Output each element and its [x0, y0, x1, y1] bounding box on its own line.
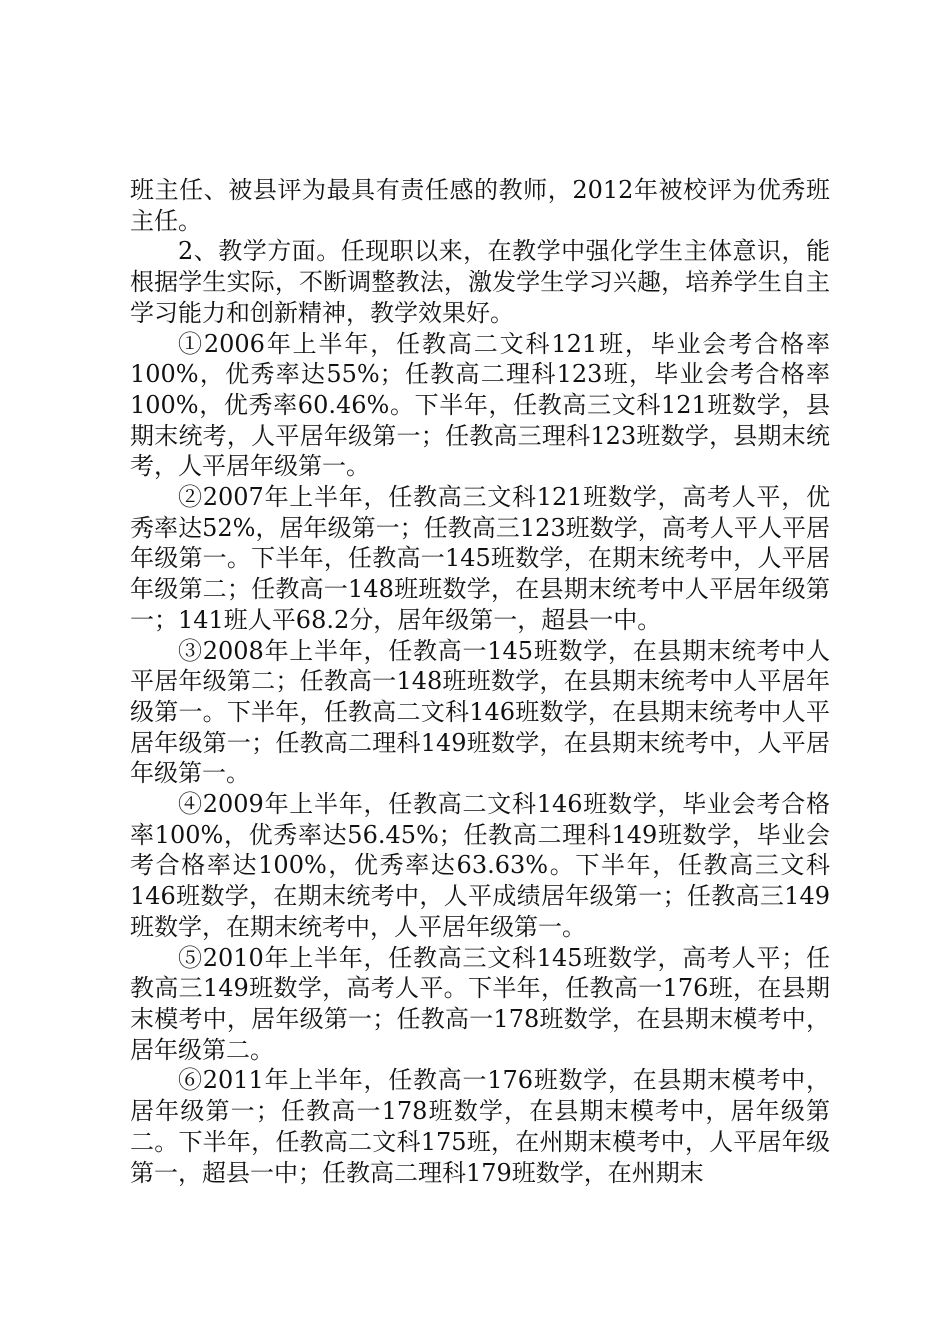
document-body — [130, 175, 830, 1188]
paragraph-continuation: 班主任、被县评为最具有责任感的教师，2012年被校评为优秀班主任。 — [130, 176, 830, 235]
paragraph-2009: ④2009年上半年，任教高二文科146班数学，毕业会考合格率100%，优秀率达56.45%；任教高二理科149班数学，毕业会考合格率达100%，优秀率达63.63%。下半年，任教高三文科146班数学，在期末统考中，人平成绩居年级第一；任教高三149班数学，在期末统考中，人平居年级第一。 — [130, 790, 830, 941]
paragraph-2007: ②2007年上半年，任教高三文科121班数学，高考人平，优秀率达52%，居年级第一；任教高三123班数学，高考人平人平居年级第一。下半年，任教高一145班数学，在期末统考中，人平居年级第二；任教高一148班班数学，在县期末统考中人平居年级第一；141班人平68.2分，居年级第一，超县一中。 — [130, 483, 830, 634]
paragraph-2011: ⑥2011年上半年，任教高一176班数学，在县期末模考中，居年级第一；任教高一178班数学，在县期末模考中，居年级第二。下半年，任教高二文科175班，在州期末模考中，人平居年级第一，超县一中；任教高二理科179班数学，在州期末 — [130, 1066, 830, 1187]
paragraph-2010: ⑤2010年上半年，任教高三文科145班数学，高考人平；任教高三149班数学，高考人平。下半年，任教高一176班，在县期末模考中，居年级第一；任教高一178班数学，在县期末模考中，居年级第二。 — [130, 943, 830, 1064]
paragraph-2006: ①2006年上半年，任教高二文科121班，毕业会考合格率100%，优秀率达55%；任教高二理科123班，毕业会考合格率100%，优秀率60.46%。下半年，任教高三文科121班数学，县期末统考，人平居年级第一；任教高三理科123班数学，县期末统考，人平居年级第一。 — [130, 329, 830, 481]
paragraph-2008: ③2008年上半年，任教高一145班数学，在县期末统考中人平居年级第二；任教高一148班班数学，在县期末统考中人平居年级第一。下半年，任教高二文科146班数学，在县期末统考中人平居年级第一；任教高二理科149班数学，在县期末统考中，人平居年级第一。 — [130, 636, 830, 788]
paragraph-teaching-section: 2、教学方面。任现职以来，在教学中强化学生主体意识，能根据学生实际，不断调整教法，激发学生学习兴趣，培养学生自主学习能力和创新精神，教学效果好。 — [130, 237, 830, 327]
